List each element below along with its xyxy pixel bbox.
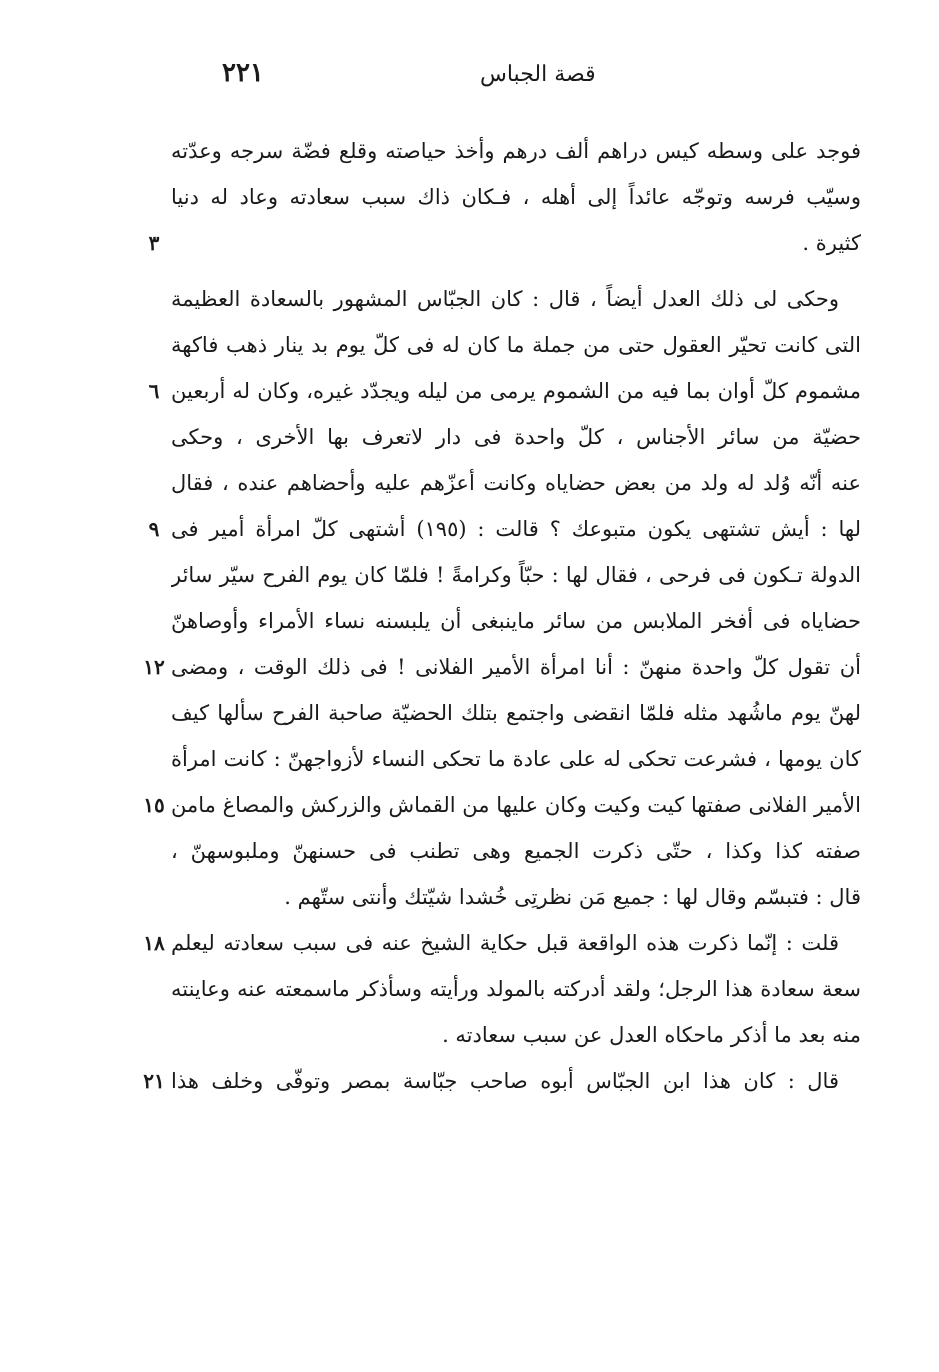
line-number: ١٢ (143, 655, 165, 679)
text-line (0, 506, 939, 552)
running-title: قصة الجباس (480, 62, 596, 87)
text-line (0, 828, 939, 874)
line-text: التى كانت تحيّر العقول حتى من جملة ما كان له فى كلّ يوم بد ينار ذهب فاكهة (171, 333, 861, 357)
text-line (0, 552, 939, 598)
text-line (0, 128, 939, 174)
text-line (0, 644, 939, 690)
text-line (0, 874, 939, 920)
line-text: كثيرة . (802, 231, 861, 255)
text-line (0, 460, 939, 506)
text-line (0, 174, 939, 220)
line-number: ٦ (148, 379, 160, 403)
line-text: عنه أنّه وُلد له ولد من بعض حضاياه وكانت أعزّهم عليه وأحضاهم عنده ، فقال (171, 471, 861, 495)
text-line (0, 1012, 939, 1058)
text-line (0, 736, 939, 782)
text-line (0, 782, 939, 828)
line-number: ٢١ (143, 1069, 165, 1093)
line-text: لهنّ يوم ماشُهد مثله فلمّا انقضى واجتمع بتلك الحضيّة صاحبة الفرح سألها كيف (171, 701, 861, 725)
line-text: صفته كذا وكذا ، حتّى ذكرت الجميع وهى تطنب فى حسنهنّ وملبوسهنّ ، (171, 839, 861, 863)
line-text: فوجد على وسطه كيس دراهم ألف درهم وأخذ حياصته وقلع فضّة سرجه وعدّته (171, 139, 861, 163)
line-text: الدولة تـكون فى فرحى ، فقال لها : حبّاً وكرامةً ! فلمّا كان يوم الفرح سيّر سائر (171, 563, 861, 587)
text-line (0, 1058, 939, 1104)
body-text (0, 128, 939, 1104)
line-text: وسيّب فرسه وتوجّه عائداً إلى أهله ، فـكان ذاك سبب سعادته وعاد له دنيا (171, 185, 861, 209)
text-line (0, 690, 939, 736)
line-text: وحكى لى ذلك العدل أيضاً ، قال : كان الجبّاس المشهور بالسعادة العظيمة (171, 287, 839, 311)
text-line (0, 368, 939, 414)
line-text: منه بعد ما أذكر ماحكاه العدل عن سبب سعادته . (442, 1023, 861, 1047)
page-number: ٢٢١ (222, 58, 264, 88)
line-text: قلت : إنّما ذكرت هذه الواقعة قبل حكاية الشيخ عنه فى سبب سعادته ليعلم (171, 931, 839, 955)
text-line (0, 322, 939, 368)
text-line (0, 414, 939, 460)
line-text: حضاياه فى أفخر الملابس من سائر ماينبغى أن يلبسنه نساء الأمراء وأوصاهنّ (171, 609, 861, 633)
line-text: كان يومها ، فشرعت تحكى له على عادة ما تحكى النساء لأزواجهنّ : كانت امرأة (171, 747, 861, 771)
line-text: مشموم كلّ أوان بما فيه من الشموم يرمى من ليله ويجدّد غيره، وكان له أربعين (171, 379, 861, 403)
text-line (0, 220, 939, 266)
line-text: الأمير الفلانى صفتها كيت وكيت وكان عليها من القماش والزركش والمصاغ مامن (171, 793, 861, 817)
line-text: قال : كان هذا ابن الجبّاس أبوه صاحب جبّاسة بمصر وتوفّى وخلف هذا (171, 1069, 839, 1093)
line-number: ١٥ (143, 793, 165, 817)
text-line (0, 598, 939, 644)
page-header (0, 58, 939, 98)
line-text: حضيّة من سائر الأجناس ، كلّ واحدة فى دار لاتعرف بها الأخرى ، وحكى (171, 425, 861, 449)
text-line (0, 276, 939, 322)
line-number: ٣ (148, 231, 160, 255)
line-number: ٩ (148, 517, 160, 541)
text-line (0, 966, 939, 1012)
line-text: قال : فتبسّم وقال لها : جميع مَن نظرتِى خُشدا شيّتك وأنتى ستّهم . (284, 885, 861, 909)
text-line (0, 920, 939, 966)
line-text: أن تقول كلّ واحدة منهنّ : أنا امرأة الأمير الفلانى ! فى ذلك الوقت ، ومضى (171, 655, 861, 679)
line-number: ١٨ (143, 931, 165, 955)
line-text: لها : أيش تشتهى يكون متبوعك ؟ قالت : (١٩٥) أشتهى كلّ امرأة أمير فى (171, 517, 861, 541)
line-text: سعة سعادة هذا الرجل؛ ولقد أدركته بالمولد ورأيته وسأذكر ماسمعته عنه وعاينته (171, 977, 861, 1001)
